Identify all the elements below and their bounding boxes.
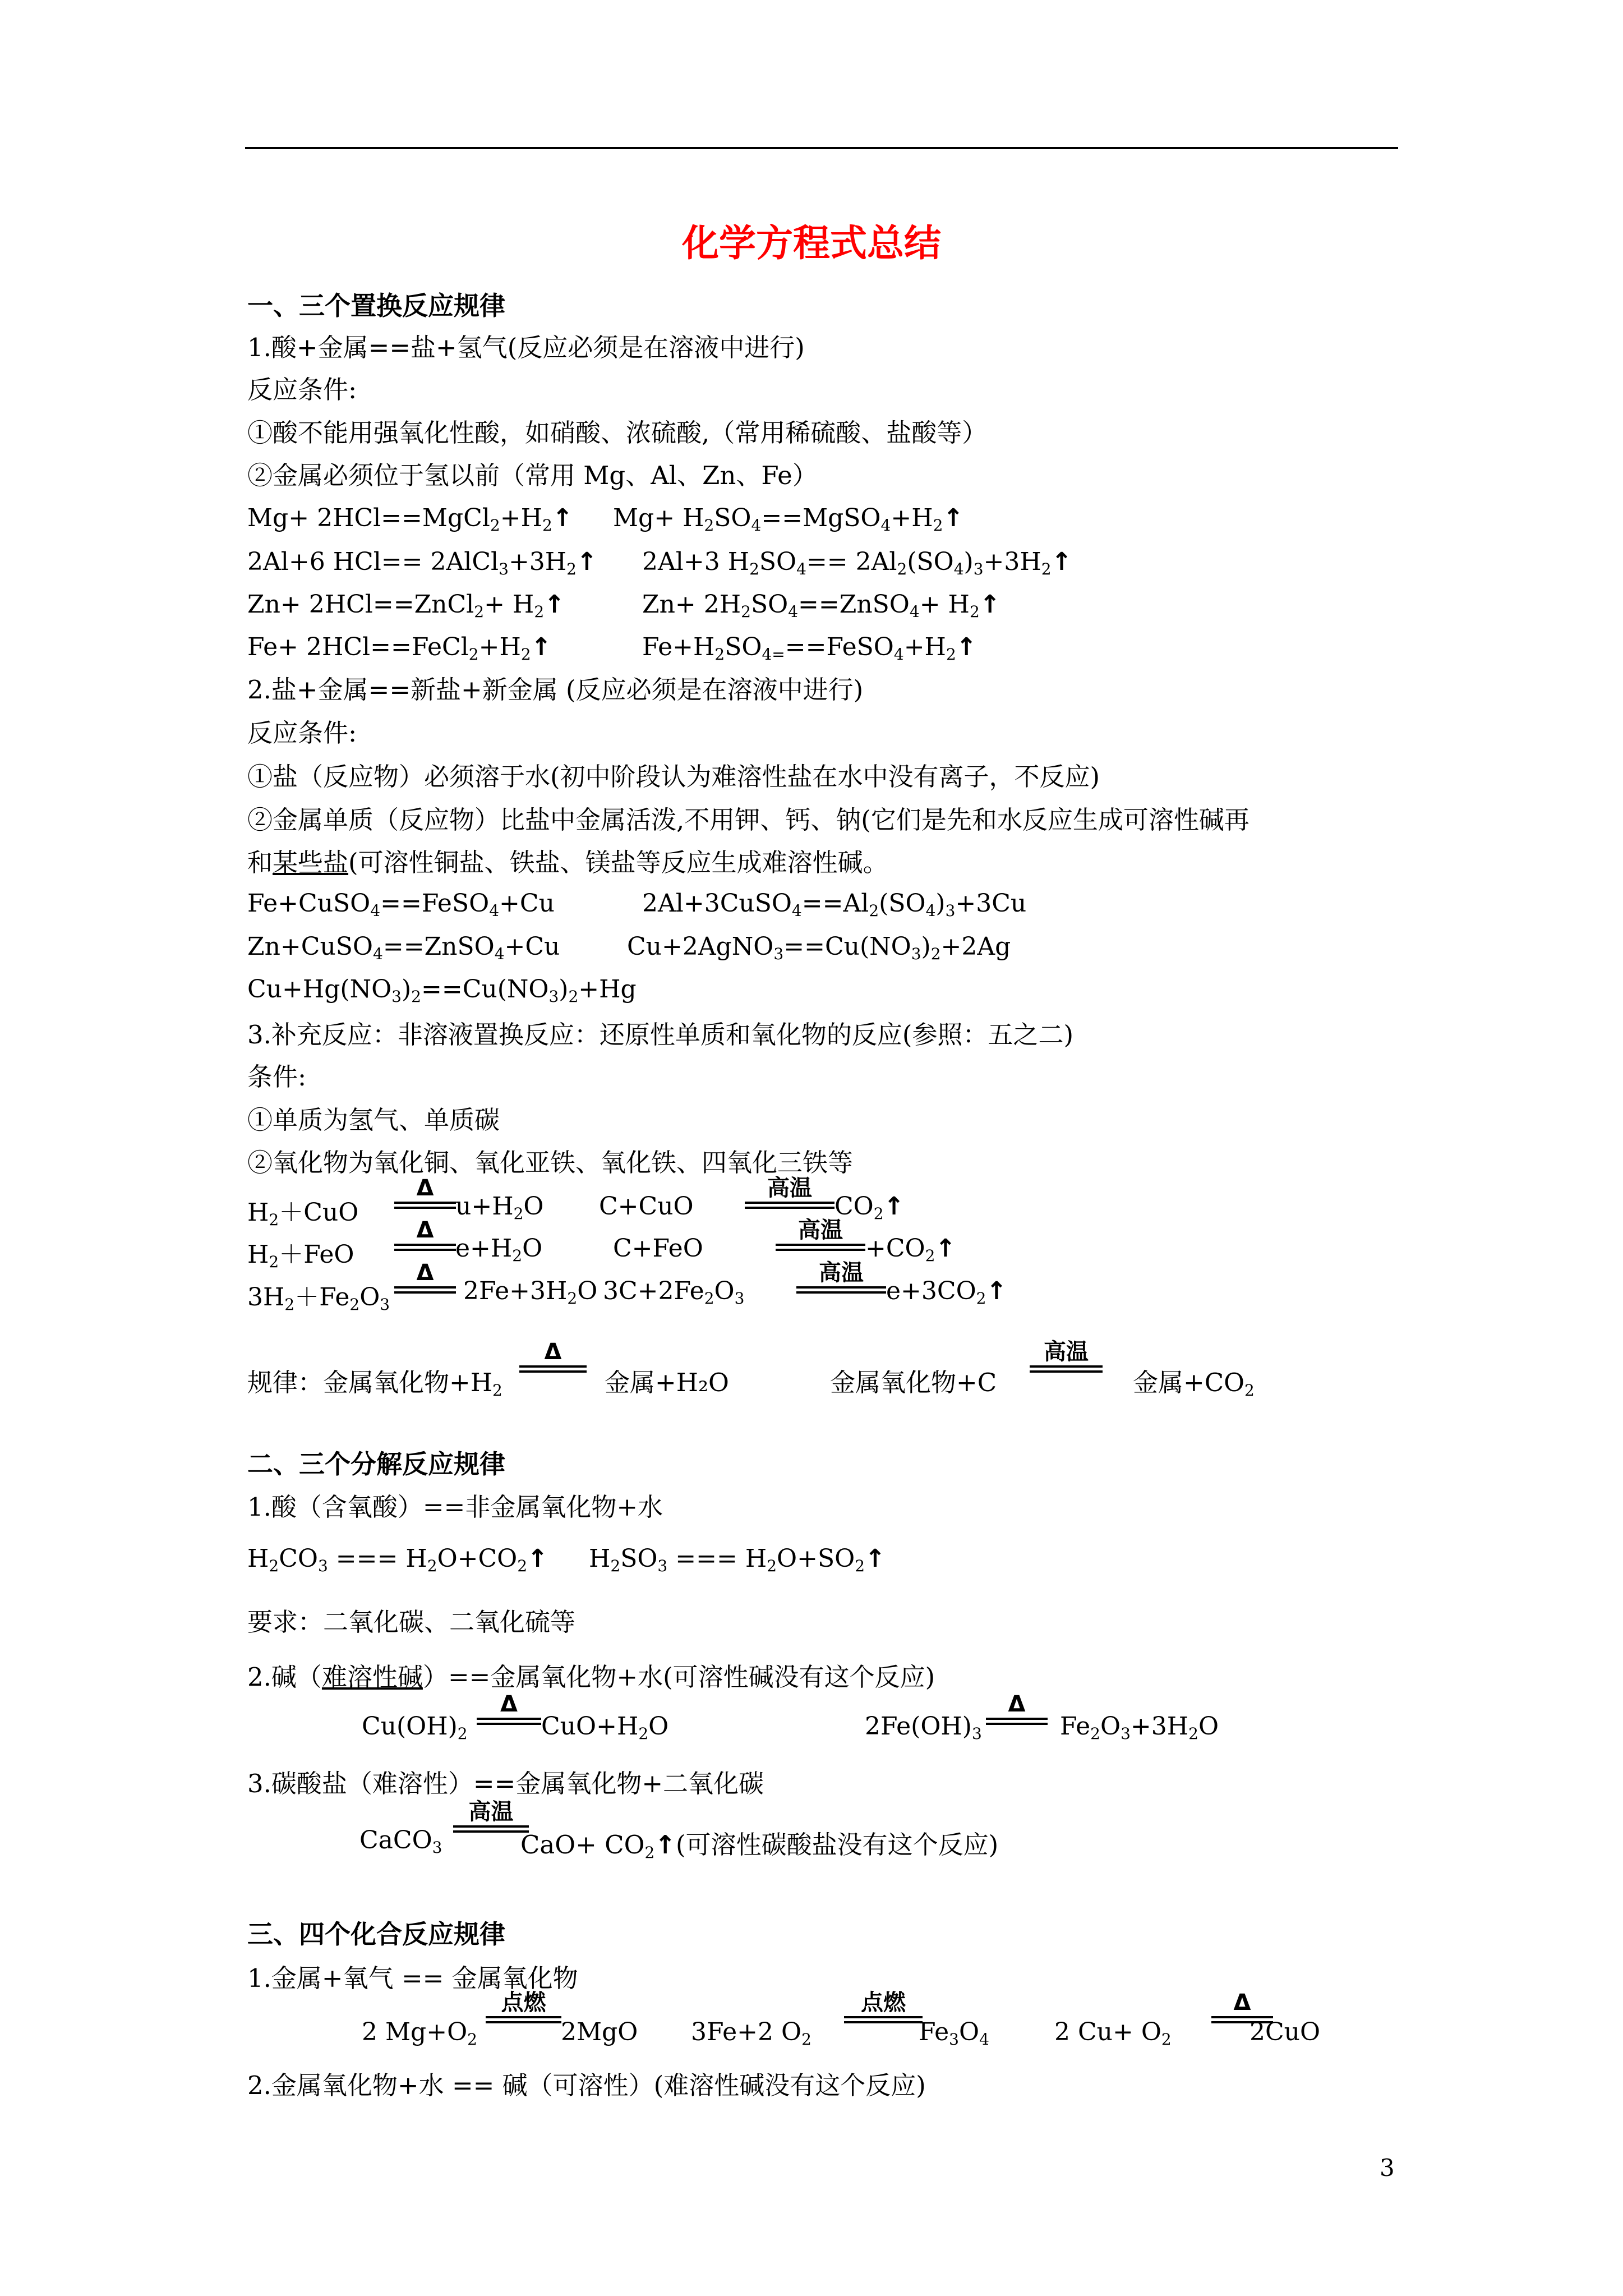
eq-h2so3: $H_2SO_3$ === $H_2O+SO_2↑$: [589, 1544, 886, 1575]
eq-cuoh2: $Cu(OH)_2$: [362, 1712, 468, 1743]
eq-h2-fe2o3: $3H_2+Fe_2O_3$: [247, 1283, 390, 1314]
eq-c-fe2o3: $3C+2Fe_2O_3$: [603, 1277, 745, 1308]
heat-condition: Δ: [1211, 1991, 1273, 2023]
high-temp-condition: 高温: [745, 1177, 834, 1209]
eq-cu-agno3: $Cu+2AgNO_3==Cu(NO_3)_2+2Ag$: [627, 932, 1011, 963]
eq-fe-h2so4: $Fe+H_2SO_{4=}==FeSO_4+H_2↑$: [642, 633, 977, 664]
eq-caco3: CaCO$_3$: [359, 1826, 442, 1857]
law-product-left: 金属+H₂O: [605, 1368, 729, 1397]
section1-heading: 一、三个置换反应规律: [247, 291, 505, 321]
high-temp-condition: 高温: [796, 1262, 886, 1294]
eq-fe-hcl: $Fe+ 2HCl==FeCl_2+H_2↑$: [247, 633, 552, 664]
ignite-condition: 点燃: [486, 1991, 561, 2023]
s1-rule2-cond2b: 和某些盐(可溶性铜盐、铁盐、镁盐等反应生成难溶性碱。: [247, 848, 888, 877]
heat-condition: Δ: [394, 1262, 456, 1294]
s1-rule1: 1.酸+金属==盐+氢气(反应必须是在溶液中进行): [247, 333, 805, 362]
s3-rule1: 1.金属+氧气 == 金属氧化物: [247, 1963, 578, 1993]
s1-rule1-cond2: ②金属必须位于氢以前（常用 Mg、Al、Zn、Fe）: [247, 461, 818, 490]
eq-cu-o2: 2 $Cu+ O_2$: [1054, 2018, 1172, 2049]
eq-mg-hcl: $Mg+ 2HCl==MgCl_2+H_2↑$: [247, 504, 573, 535]
eq-al-hcl: 2Al+6 $HCl== 2AlCl_3+3H_2↑$: [247, 547, 597, 578]
section2-heading: 二、三个分解反应规律: [247, 1449, 505, 1479]
s1-rule2: 2.盐+金属==新盐+新金属 (反应必须是在溶液中进行): [247, 675, 864, 705]
eq-mg-h2so4: $Mg+ H_2SO_4==MgSO_4+H_2↑$: [613, 504, 964, 535]
high-temp-condition: 高温: [1030, 1341, 1103, 1373]
s1-rule3-cond2: ②氧化物为氧化铜、氧化亚铁、氧化铁、四氧化三铁等: [247, 1148, 854, 1177]
header-rule: [245, 147, 1398, 149]
document-page: 化学方程式总结 一、三个置换反应规律 1.酸+金属==盐+氢气(反应必须是在溶液中进行) 反应条件: ①酸不能用强氧化性酸，如硝酸、浓硫酸,（常用稀硫酸、盐酸等） ②金属必须位于氢以前（常用 Mg、Al、Zn、Fe） $Mg+ 2HCl==MgCl_2+H_2↑$ $Mg+ H_2SO_4==MgSO_4+H_2↑$ 2Al+6 $HCl== 2AlCl_3+3H_2↑$ 2Al+3 $H_2SO_4==$ $2Al_2(SO_4)_3+3H_2↑$ Zn+ 2HCl==ZnCl$_2$+ $H_2↑$ $Zn+ 2H_2SO_4==ZnSO_4+$ $H_2↑$ $Fe+ 2HCl==FeCl_2+H_2↑$ $Fe+H_2SO_{4=}==FeSO_4+H_2↑$ 2.盐+金属==新盐+新金属 (反应必须是在溶液中进行) 反应条件: ①盐（反应物）必须溶于水(初中阶段认为难溶性盐在水中没有离子，不反应) ②金属单质（反应物）比盐中金属活泼,不用钾、钙、钠(它们是先和水反应生成可溶性碱再 和某些盐(可溶性铜盐、铁盐、镁盐等反应生成难溶性碱。 Fe+CuSO$_4$==FeSO$_4$+Cu $2Al+3CuSO_4==Al_2(SO_4)_3+3Cu$ Zn+CuSO$_4$==ZnSO$_4$+Cu $Cu+2AgNO_3==Cu(NO_3)_2+2Ag$ $Cu+Hg(NO_3)_2==Cu(NO_3)_2+Hg$ 3.补充反应：非溶液置换反应：还原性单质和氧化物的反应(参照：五之二) 条件: ①单质为氢气、单质碳 ②氧化物为氧化铜、氧化亚铁、氧化铁、四氧化三铁等 $H_2+CuO$ Δ $u+H_2O$ C+CuO 高温 $CO_2↑$ $H_2+FeO$ Δ $e+H_2O$ C+FeO 高温 $+CO_2↑$ $3H_2+Fe_2O_3$ Δ $2Fe+3H_2O$ $3C+2Fe_2O_3$ 高温 $e+3CO_2↑$ 规律：金属氧化物$+H_2$ Δ 金属+H₂O 金属氧化物+C 高温 金属$+CO_2$ 二、三个分解反应规律 1.酸（含氧酸）==非金属氧化物+水 $H_2CO_3$ === $H_2O+CO_2↑$ $H_2SO_3$ === $H_2O+SO_2↑$ 要求：二氧化碳、二氧化硫等 2.碱（难溶性碱）==金属氧化物+水(可溶性碱没有这个反应) $Cu(OH)_2$ Δ $CuO+H_2O$ $2Fe(OH)_3$ Δ $Fe_2O_3+3H_2O$ 3.碳酸盐（难溶性）==金属氧化物+二氧化碳 CaCO$_3$ 高温 $CaO+ CO_2↑$(可溶性碳酸盐没有这个反应) 三、四个化合反应规律 1.金属+氧气 == 金属氧化物 2 $Mg+O_2$ 点燃 2MgO 3Fe+2 $O_2$ 点燃 $Fe_3O_4$ 2 $Cu+ O_2$ Δ 2CuO 2.金属氧化物+水 == 碱（可溶性）(难溶性碱没有这个反应) 3: [0, 0, 1623, 2296]
law-metal-oxide-c: 金属氧化物+C: [830, 1368, 997, 1397]
s1-rule1-cond-label: 反应条件:: [247, 375, 357, 404]
s1-rule2-cond1: ①盐（反应物）必须溶于水(初中阶段认为难溶性盐在水中没有离子，不反应): [247, 762, 1100, 792]
s1-rule1-cond1: ①酸不能用强氧化性酸，如硝酸、浓硫酸,（常用稀硫酸、盐酸等）: [247, 418, 988, 448]
eq-c-feo: C+FeO: [613, 1234, 703, 1263]
eq-zn-h2so4: $Zn+ 2H_2SO_4==ZnSO_4+$ $H_2↑$: [642, 590, 1000, 621]
s1-rule2-cond2a: ②金属单质（反应物）比盐中金属活泼,不用钾、钙、钠(它们是先和水反应生成可溶性碱再: [247, 805, 1249, 835]
eq-al-h2so4: 2Al+3 $H_2SO_4==$ $2Al_2(SO_4)_3+3H_2↑$: [642, 547, 1072, 578]
s2-rule3: 3.碳酸盐（难溶性）==金属氧化物+二氧化碳: [247, 1769, 764, 1798]
s2-rule2: 2.碱（难溶性碱）==金属氧化物+水(可溶性碱没有这个反应): [247, 1662, 935, 1692]
s3-rule2: 2.金属氧化物+水 == 碱（可溶性）(难溶性碱没有这个反应): [247, 2070, 926, 2100]
eq-mg-o2: 2 $Mg+O_2$: [362, 2018, 477, 2049]
heat-condition: Δ: [519, 1341, 587, 1373]
s2-requirement: 要求：二氧化碳、二氧化硫等: [247, 1607, 576, 1637]
eq-fe-o2: 3Fe+2 $O_2$: [691, 2018, 811, 2049]
eq-fe-cuso4: Fe+CuSO$_4$==FeSO$_4$+Cu: [247, 889, 555, 920]
eq-zn-hcl: Zn+ 2HCl==ZnCl$_2$+ $H_2↑$: [247, 590, 565, 621]
page-title: 化学方程式总结: [682, 221, 941, 265]
section3-heading: 三、四个化合反应规律: [247, 1919, 505, 1949]
heat-condition: Δ: [394, 1177, 456, 1209]
s1-rule3-cond1: ①单质为氢气、单质碳: [247, 1105, 500, 1135]
eq-h2co3: $H_2CO_3$ === $H_2O+CO_2↑$: [247, 1544, 548, 1575]
high-temp-condition: 高温: [453, 1801, 529, 1833]
high-temp-condition: 高温: [776, 1219, 865, 1251]
heat-condition: Δ: [394, 1219, 456, 1251]
s2-rule1: 1.酸（含氧酸）==非金属氧化物+水: [247, 1492, 663, 1522]
law-product-right: 金属$+CO_2$: [1133, 1368, 1255, 1400]
eq-h2-feo: $H_2+FeO$: [247, 1240, 354, 1271]
ignite-condition: 点燃: [844, 1991, 923, 2023]
heat-condition: Δ: [477, 1693, 541, 1725]
eq-h2-cuo: $H_2+CuO$: [247, 1198, 359, 1229]
law-metal-oxide-h2: 规律：金属氧化物$+H_2$: [247, 1368, 502, 1400]
underlined-some-salts: 某些盐: [273, 848, 349, 877]
underlined-insoluble-base: 难溶性碱: [321, 1662, 423, 1692]
s1-rule2-cond-label: 反应条件:: [247, 718, 357, 748]
eq-zn-cuso4: Zn+CuSO$_4$==ZnSO$_4$+Cu: [247, 932, 560, 963]
eq-al-cuso4: $2Al+3CuSO_4==Al_2(SO_4)_3+3Cu$: [642, 889, 1027, 920]
eq-cu-hgno3: $Cu+Hg(NO_3)_2==Cu(NO_3)_2+Hg$: [247, 975, 637, 1006]
eq-feoh3: $2Fe(OH)_3$: [865, 1712, 982, 1743]
s1-rule3: 3.补充反应：非溶液置换反应：还原性单质和氧化物的反应(参照：五之二): [247, 1020, 1074, 1050]
s1-rule3-cond-label: 条件:: [247, 1062, 307, 1092]
heat-condition: Δ: [986, 1693, 1048, 1725]
page-number: 3: [1380, 2154, 1395, 2182]
eq-c-cuo: C+CuO: [599, 1192, 694, 1221]
